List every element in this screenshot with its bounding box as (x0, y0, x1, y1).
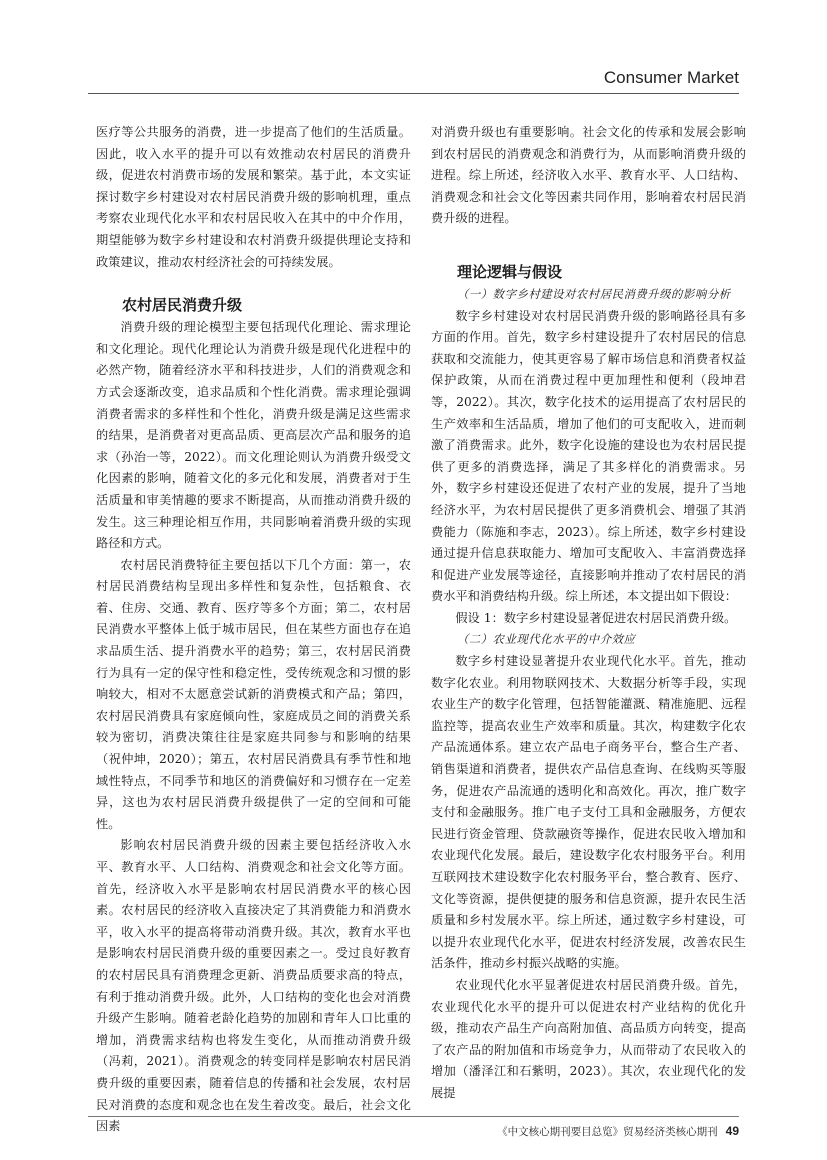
subsection-heading: （一）数字乡村建设对农村居民消费升级的影响分析 (457, 286, 731, 301)
section-heading: 理论逻辑与假设 (457, 262, 563, 281)
paragraph: 影响农村居民消费升级的因素主要包括经济收入水平、教育水平、人口结构、消费观念和社会文化等方面。首先，经济收入水平是影响农村居民消费水平的核心因素。农村居民的经济收入直接决定了其消费能力和消费水平，收入水平的提高将带动消费升级。其次，教育水平也是影响农村居民消费升级的重要因素之一。受过良好教育的农村居民具有消费理念更新、消费品质要求高的特点，有利于推动消费升级。此外，人口结构的变化也会对消费升级产生影响。随着老龄化趋势的加剧和青年人口比重的增加，消费需求结构也将发生变化，从而推动消费升级（冯莉，2021）。消费观念的转变同样是影响农村居民消费升级的重要因素，随着信息的传播和社会发展，农村居民对消费的态度和观念也在发生着改变。最后，社会文化因素 (96, 838, 411, 1134)
paragraph: 数字乡村建设对农村居民消费升级的影响路径具有多方面的作用。首先，数字乡村建设提升了农村居民的信息获取和交流能力，使其更容易了解市场信息和消费者权益保护政策，从而在消费过程中更加理性和便利（段坤君等，2022）。其次，数字化技术的运用提高了农村居民的生产效率和生活品质，增加了他们的可支配收入，进而刺激了消费需求。此外，数字化设施的建设也为农村居民提供了更多的消费选择，满足了其多样化的消费需求。另外，数字乡村建设还促进了农村产业的发展，提升了当地经济水平，为农村居民提供了更多消费机会、增强了其消费能力（陈施和李志，2023）。综上所述，数字乡村建设通过提升信息获取能力、增加可支配收入、丰富消费选择和促进产业发展等途径，直接影响并推动了农村居民的消费水平和消费结构升级。综上所述，本文提出如下假设： (431, 308, 746, 604)
journal-citation: 《中文核心期刊要目总览》贸易经济类核心期刊 (497, 1126, 718, 1138)
paragraph: 医疗等公共服务的消费，进一步提高了他们的生活质量。因此，收入水平的提升可以有效推动农村居民的消费升级，促进农村消费市场的发展和繁荣。基于此，本文实证探讨数字乡村建设对农村居民消费升级的影响机理，重点考察农业现代化水平和农村居民收入在其中的中介作用，期望能够为数字乡村建设和农村消费升级提供理论支持和政策建议，推动农村经济社会的可持续发展。 (96, 125, 411, 269)
footer-rule (88, 1116, 739, 1117)
left-column (96, 122, 411, 1134)
section-heading: 农村居民消费升级 (122, 296, 243, 315)
header-rule (88, 93, 739, 94)
subsection-heading: （二）农业现代化水平的中介效应 (457, 632, 636, 647)
right-column (431, 122, 746, 1112)
journal-title: Consumer Market (603, 68, 739, 87)
paragraph: 农业现代化水平显著促进农村居民消费升级。首先，农业现代化水平的提升可以促进农村产业结构的优化升级，推动农产品生产向高附加值、高品质方向转变，提高了农产品的附加值和市场竞争力，从而带动了农民收入的增加（潘泽江和石紫明，2023）。其次，农业现代化的发展提 (431, 977, 746, 1100)
paragraph: 农村居民消费特征主要包括以下几个方面：第一，农村居民消费结构呈现出多样性和复杂性，包括粮食、衣着、住房、交通、教育、医疗等多个方面；第二，农村居民消费水平整体上低于城市居民，但在某些方面也存在追求品质生活、提升消费水平的趋势；第三，农村居民消费行为具有一定的保守性和稳定性，受传统观念和习惯的影响较大，相对不太愿意尝试新的消费模式和产品；第四，农村居民消费具有家庭倾向性，家庭成员之间的消费关系较为密切，消费决策往往是家庭共同参与和影响的结果（祝仲坤，2020）；第五，农村居民消费具有季节性和地域性特点，不同季节和地区的消费偏好和习惯存在一定差异，这也为农村居民消费升级提供了一定的空间和可能性。 (96, 557, 411, 831)
page-number: 49 (725, 1124, 739, 1138)
paragraph: 数字乡村建设显著提升农业现代化水平。首先，推动数字化农业。利用物联网技术、大数据分析等手段，实现农业生产的数字化管理，包括智能灌溉、精准施肥、远程监控等，提高农业生产效率和质量。其次，构建数字化农产品流通体系。建立农产品电子商务平台，整合生产者、销售渠道和消费者，提供农产品信息查询、在线购买等服务，促进农产品流通的透明化和高效化。再次，推广数字支付和金融服务。推广电子支付工具和金融服务，方便农民进行资金管理、贷款融资等操作，促进农民收入增加和农业现代化发展。最后，建设数字化农村服务平台。利用互联网技术建设数字化农村服务平台，整合教育、医疗、文化等资源，提供便捷的服务和信息资源，提升农民生活质量和乡村发展水平。综上所述，通过数字乡村建设，可以提升农业现代化水平，促进农村经济发展，改善农民生活条件，推动乡村振兴战略的实施。 (431, 654, 746, 971)
paragraph: 消费升级的理论模型主要包括现代化理论、需求理论和文化理论。现代化理论认为消费升级是现代化进程中的必然产物，随着经济水平和科技进步，人们的消费观念和方式会逐渐改变，追求品质和个性化消费。需求理论强调消费者需求的多样性和个性化，消费升级是满足这些需求的结果，是消费者对更高品质、更高层次产品和服务的追求（孙治一等，2022）。而文化理论则认为消费升级受文化因素的影响，随着文化的多元化和发展，消费者对于生活质量和审美情趣的要求不断提高，从而推动消费升级的发生。这三种理论相互作用，共同影响着消费升级的实现路径和方式。 (96, 320, 411, 551)
hypothesis: 假设 1：数字乡村建设显著促进农村居民消费升级。 (455, 610, 737, 625)
paragraph: 对消费升级也有重要影响。社会文化的传承和发展会影响到农村居民的消费观念和消费行为，从而影响消费升级的进程。综上所述，经济收入水平、教育水平、人口结构、消费观念和社会文化等因素共同作用，影响着农村居民消费升级的进程。 (431, 125, 746, 226)
footer (497, 1124, 739, 1139)
